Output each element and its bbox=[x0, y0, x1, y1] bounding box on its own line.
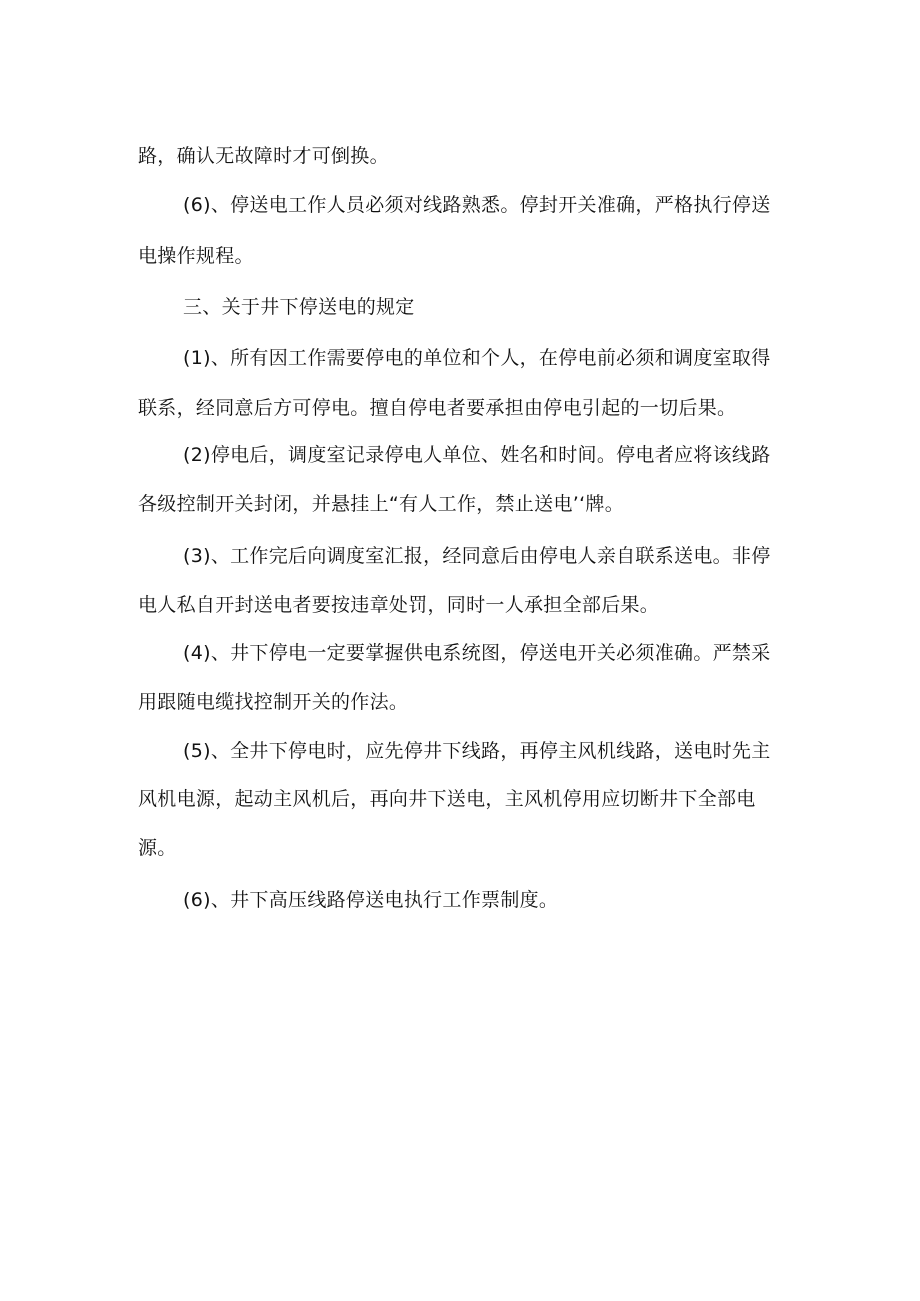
text-line: (3)、工作完后向调度室汇报，经同意后由停电人亲自联系送电。非停 bbox=[183, 545, 771, 567]
text-line: (6)、停送电工作人员必须对线路熟悉。停封开关准确，严格执行停送 bbox=[183, 194, 771, 216]
text-line: 联系，经同意后方可停电。擅自停电者要承担由停电引起的一切后果。 bbox=[138, 397, 737, 419]
text-line: 用跟随电缆找控制开关的作法。 bbox=[138, 691, 409, 713]
text-line: (2)停电后，调度室记录停电人单位、姓名和时间。停电者应将该线路 bbox=[183, 444, 771, 466]
text-line: (1)、所有因工作需要停电的单位和个人，在停电前必须和调度室取得 bbox=[183, 347, 771, 369]
text-line: (4)、井下停电一定要掌握供电系统图，停送电开关必须准确。严禁采 bbox=[183, 642, 771, 664]
text-line: 电操作规程。 bbox=[138, 245, 254, 267]
text-line: 路，确认无故障时才可倒换。 bbox=[138, 145, 389, 167]
text-line: 电人私自开封送电者要按违章处罚，同时一人承担全部后果。 bbox=[138, 594, 660, 616]
text-line: 风机电源，起动主风机后，再向井下送电，主风机停用应切断井下全部电 bbox=[138, 788, 756, 810]
text-line: 各级控制开关封闭，并悬挂上“有人工作，禁止送电’‘牌。 bbox=[138, 493, 625, 515]
text-line: (5)、全井下停电时，应先停井下线路，再停主风机线路，送电时先主 bbox=[183, 740, 771, 762]
text-line: (6)、井下高压线路停送电执行工作票制度。 bbox=[183, 889, 559, 911]
section-heading: 三、关于井下停送电的规定 bbox=[183, 296, 415, 318]
text-line: 源。 bbox=[138, 837, 177, 859]
